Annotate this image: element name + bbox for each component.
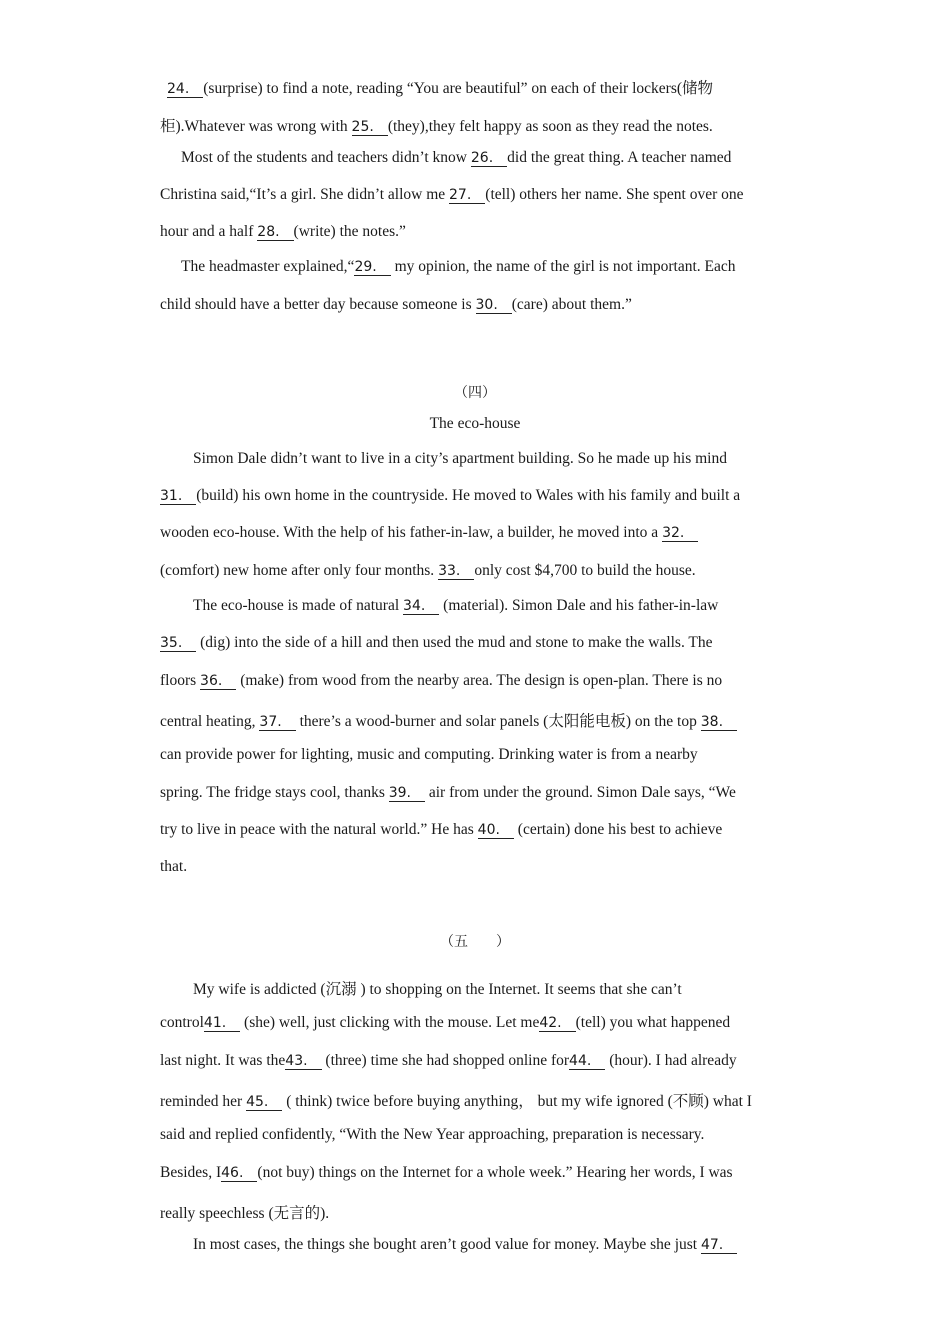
text-line: spring. The fridge stays cool, thanks 39. air from under the ground. Simon Dale says, “We (160, 784, 736, 801)
blank-36[interactable]: 36. (200, 673, 236, 690)
blank-31[interactable]: 31. (160, 488, 196, 505)
blank-33[interactable]: 33. (438, 563, 474, 580)
text-line: can provide power for lighting, music and computing. Drinking water is from a nearby (160, 746, 698, 763)
text-line: Simon Dale didn’t want to live in a city’s apartment building. So he made up his mind (193, 450, 727, 467)
text-line: child should have a better day because someone is 30. (care) about them.” (160, 296, 632, 313)
blank-35[interactable]: 35. (160, 635, 196, 652)
text-line: My wife is addicted (沉溺 ) to shopping on the Internet. It seems that she can’t (193, 981, 682, 998)
blank-30[interactable]: 30. (476, 297, 512, 314)
text-line: floors 36. (make) from wood from the nearby area. The design is open-plan. There is no (160, 672, 723, 689)
text-line: hour and a half 28. (write) the notes.” (160, 223, 406, 240)
blank-28[interactable]: 28. (257, 224, 293, 241)
blank-24[interactable]: 24. (167, 81, 203, 98)
text-line: reminded her 45. ( think) twice before buying anything， but my wife ignored (不顾) what I (160, 1093, 752, 1110)
text-line: Christina said,“It’s a girl. She didn’t allow me 27. (tell) others her name. She spent over one (160, 186, 744, 203)
blank-32[interactable]: 32. (662, 525, 698, 542)
section-heading: （四） (454, 385, 496, 401)
blank-37[interactable]: 37. (259, 714, 295, 731)
text-line: 24. (surprise) to find a note, reading “You are beautiful” on each of their lockers(储物 (167, 80, 714, 97)
text-line: The headmaster explained,“29. my opinion, the name of the girl is not important. Each (181, 258, 736, 275)
text-line: that. (160, 858, 188, 875)
blank-41[interactable]: 41. (204, 1015, 240, 1032)
text-line: wooden eco-house. With the help of his father-in-law, a builder, he moved into a 32. (160, 524, 698, 542)
blank-44[interactable]: 44. (569, 1053, 605, 1070)
blank-25[interactable]: 25. (352, 119, 388, 136)
blank-46[interactable]: 46. (221, 1165, 257, 1182)
text-line: In most cases, the things she bought aren’t good value for money. Maybe she just 47. (193, 1236, 737, 1254)
blank-34[interactable]: 34. (403, 598, 439, 615)
text-line: 柜).Whatever was wrong with 25. (they),they felt happy as soon as they read the notes. (160, 118, 713, 135)
text-line: said and replied confidently, “With the New Year approaching, preparation is necessary. (160, 1126, 705, 1143)
blank-45[interactable]: 45. (246, 1094, 282, 1111)
blank-40[interactable]: 40. (478, 822, 514, 839)
text-line: last night. It was the43. (three) time she had shopped online for44. (hour). I had already (160, 1052, 737, 1069)
blank-43[interactable]: 43. (285, 1053, 321, 1070)
text-line: The eco-house is made of natural 34. (material). Simon Dale and his father-in-law (193, 597, 719, 614)
section-heading: （五 ） (440, 934, 510, 950)
text-line: 35. (dig) into the side of a hill and then used the mud and stone to make the walls. The (160, 634, 713, 651)
blank-27[interactable]: 27. (449, 187, 485, 204)
text-line: really speechless (无言的). (160, 1205, 330, 1222)
text-line: central heating, 37. there’s a wood-burner and solar panels (太阳能电板) on the top 38. (160, 709, 737, 731)
text-line: control41. (she) well, just clicking with the mouse. Let me42. (tell) you what happened (160, 1014, 731, 1031)
text-line: try to live in peace with the natural world.” He has 40. (certain) done his best to achieve (160, 821, 723, 838)
passage-title: The eco-house (429, 415, 521, 432)
text-line: (comfort) new home after only four months. 33. only cost $4,700 to build the house. (160, 562, 696, 579)
blank-47[interactable]: 47. (701, 1237, 737, 1254)
blank-38[interactable]: 38. (701, 714, 737, 731)
blank-39[interactable]: 39. (389, 785, 425, 802)
blank-29[interactable]: 29. (354, 259, 390, 276)
blank-26[interactable]: 26. (471, 150, 507, 167)
text-line: Most of the students and teachers didn’t know 26. did the great thing. A teacher named (181, 149, 732, 166)
blank-42[interactable]: 42. (539, 1015, 575, 1032)
text-line: 31. (build) his own home in the countryside. He moved to Wales with his family and built a (160, 487, 741, 504)
text-line: Besides, I46. (not buy) things on the Internet for a whole week.” Hearing her words, I was (160, 1164, 733, 1181)
